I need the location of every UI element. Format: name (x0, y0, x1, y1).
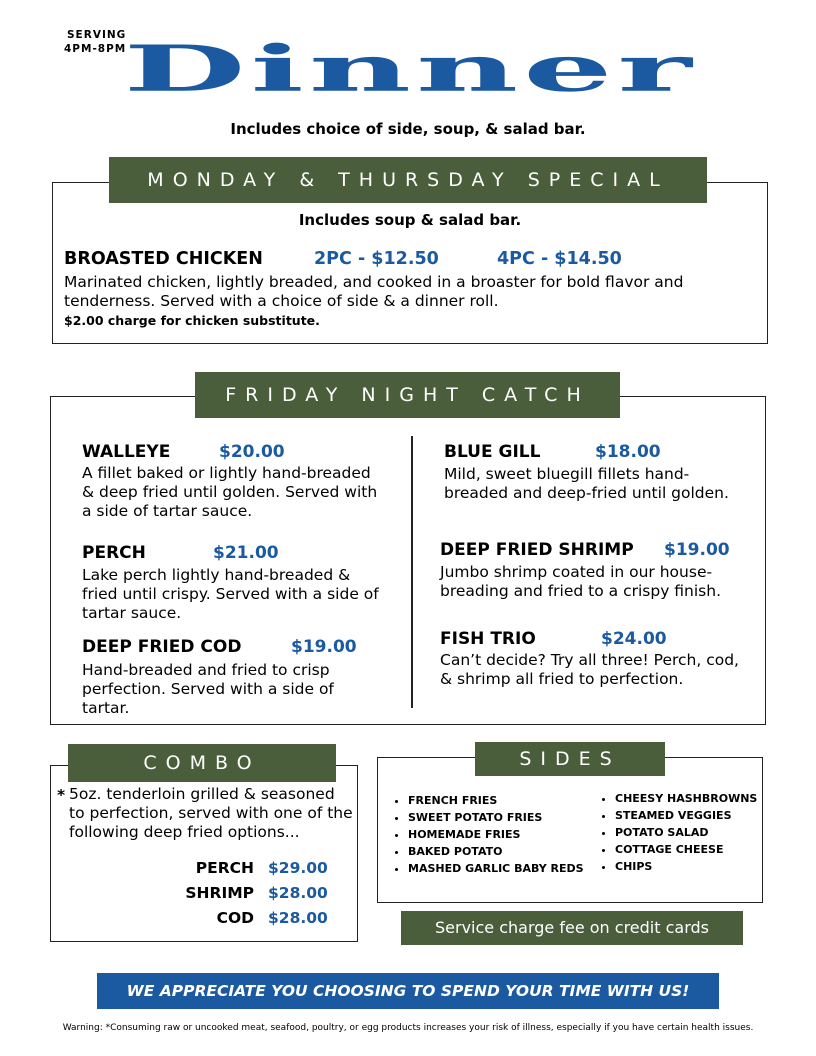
fish-trio-description: Can’t decide? Try all three! Perch, cod, & shrimp all fried to perfection. (440, 651, 739, 688)
friday-banner: FRIDAY NIGHT CATCH (195, 372, 620, 418)
perch-price: $21.00 (213, 543, 279, 563)
fish-trio-name: FISH TRIO (440, 629, 536, 649)
side-item: • STEAMED VEGGIES (615, 807, 775, 824)
monday-thursday-banner: MONDAY & THURSDAY SPECIAL (109, 157, 707, 203)
broasted-chicken-name: BROASTED CHICKEN (64, 249, 263, 269)
deep-fried-cod-price: $19.00 (291, 637, 357, 657)
perch-name: PERCH (82, 543, 146, 563)
serving-label: SERVING (67, 29, 127, 41)
combo-price-cod: $28.00 (268, 909, 328, 927)
deep-fried-shrimp-description: Jumbo shrimp coated in our house-breading and fried to a crispy finish. (440, 563, 722, 600)
side-item: • SWEET POTATO FRIES (408, 809, 608, 826)
side-item: • CHIPS (615, 858, 775, 875)
page-subtitle: Includes choice of side, soup, & salad bar. (230, 120, 586, 138)
combo-price-shrimp: $28.00 (268, 884, 328, 902)
side-item: • FRENCH FRIES (408, 792, 608, 809)
serving-time: 4PM-8PM (64, 43, 127, 55)
broasted-chicken-2pc-price: 2PC - $12.50 (314, 249, 439, 269)
walleye-name: WALLEYE (82, 442, 171, 462)
side-item: • MASHED GARLIC BABY REDS (408, 860, 608, 877)
perch-description: Lake perch lightly hand-breaded & fried until crispy. Served with a side of tartar sauce. (82, 566, 379, 622)
combo-option-cod: COD (216, 909, 254, 927)
appreciation-banner: WE APPRECIATE YOU CHOOSING TO SPEND YOUR TIME WITH US! (97, 973, 719, 1009)
deep-fried-shrimp-name: DEEP FRIED SHRIMP (440, 540, 634, 560)
broasted-chicken-4pc-price: 4PC - $14.50 (497, 249, 622, 269)
side-item: • BAKED POTATO (408, 843, 608, 860)
combo-banner: COMBO (68, 744, 336, 782)
combo-option-shrimp: SHRIMP (185, 884, 254, 902)
side-item: • COTTAGE CHEESE (615, 841, 775, 858)
service-charge-notice: Service charge fee on credit cards (401, 911, 743, 945)
deep-fried-cod-description: Hand-breaded and fried to crisp perfection. Served with a side of tartar. (82, 661, 334, 717)
side-item: • CHEESY HASHBROWNS (615, 790, 775, 807)
chicken-substitute-note: $2.00 charge for chicken substitute. (64, 313, 320, 328)
broasted-chicken-description: Marinated chicken, lightly breaded, and cooked in a broaster for bold flavor and tenderness. Served with a choice of side & a dinner roll. (64, 273, 684, 310)
sides-list-left (392, 792, 608, 877)
blue-gill-name: BLUE GILL (444, 442, 541, 462)
blue-gill-description: Mild, sweet bluegill fillets hand-breaded and deep-fried until golden. (444, 465, 729, 502)
page-title: Dinner (123, 30, 697, 106)
sides-banner: SIDES (475, 742, 665, 776)
friday-column-divider (411, 436, 413, 708)
fish-trio-price: $24.00 (601, 629, 667, 649)
side-item: • HOMEMADE FRIES (408, 826, 608, 843)
walleye-price: $20.00 (219, 442, 285, 462)
blue-gill-price: $18.00 (595, 442, 661, 462)
combo-description: 5oz. tenderloin grilled & seasoned to perfection, served with one of the following deep fried options... (69, 785, 353, 841)
walleye-description: A fillet baked or lightly hand-breaded & deep fried until golden. Served with a side of tartar sauce. (82, 464, 378, 520)
health-warning: Warning: *Consuming raw or uncooked meat, seafood, poultry, or egg products increases your risk of illness, especially if you have certain health issues. (62, 1023, 754, 1033)
monday-thursday-includes: Includes soup & salad bar. (298, 211, 522, 229)
combo-price-perch: $29.00 (268, 859, 328, 877)
combo-asterisk: * (57, 786, 66, 804)
deep-fried-cod-name: DEEP FRIED COD (82, 637, 242, 657)
deep-fried-shrimp-price: $19.00 (664, 540, 730, 560)
side-item: • POTATO SALAD (615, 824, 775, 841)
combo-option-perch: PERCH (195, 859, 254, 877)
sides-list-right (599, 790, 775, 875)
